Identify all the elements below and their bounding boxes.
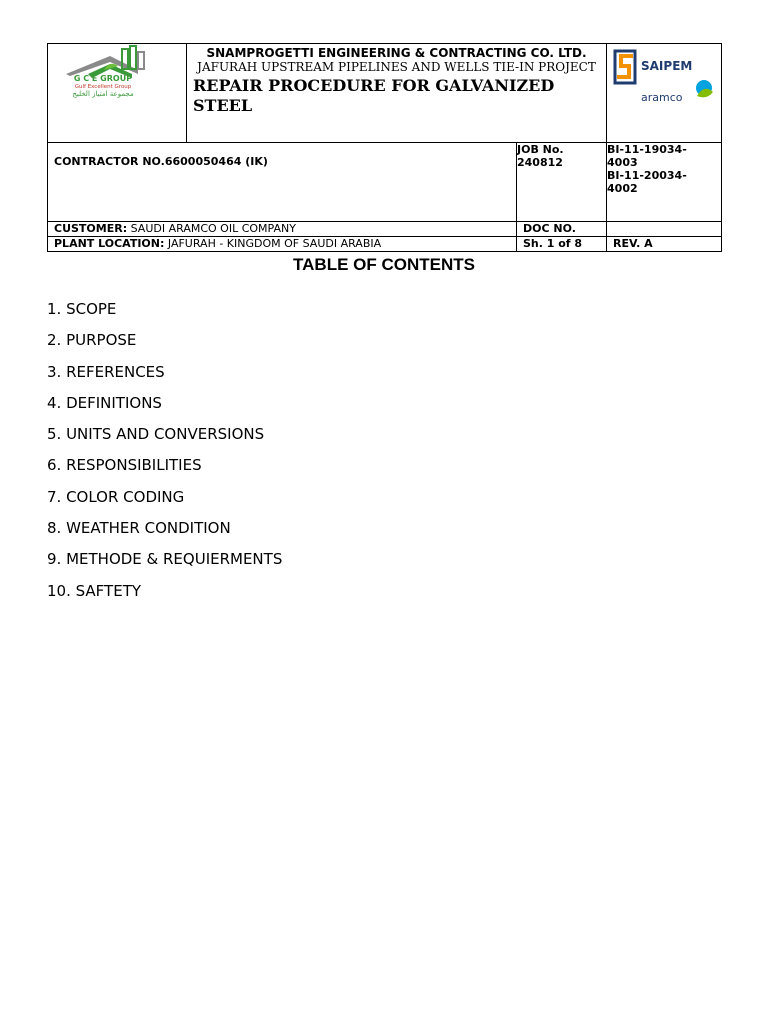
toc-item: 1. SCOPE	[47, 300, 117, 318]
job-no-label: JOB No.	[517, 143, 564, 156]
contractor-no: CONTRACTOR NO.6600050464 (IK)	[48, 143, 517, 222]
toc-item: 5. UNITS AND CONVERSIONS	[47, 425, 265, 444]
toc-item: 2. PURPOSE	[47, 331, 137, 350]
toc-item: 3. REFERENCES	[47, 362, 165, 381]
document-header-table	[47, 43, 722, 252]
aramco-wordmark: aramco	[641, 91, 683, 104]
plant-location-value: JAFURAH - KINGDOM OF SAUDI ARABIA	[167, 237, 382, 250]
gce-group-logo	[48, 44, 187, 142]
bi-number-2a: BI-11-20034-	[607, 169, 687, 182]
bi-number-1a: BI-11-19034-	[607, 143, 687, 156]
toc-item: 7. COLOR CODING	[47, 487, 185, 506]
title-cell	[187, 44, 607, 143]
job-no-cell	[517, 143, 607, 222]
client-logos-cell	[607, 44, 722, 143]
toc-item: 4. DEFINITIONS	[47, 393, 162, 412]
bi-number-1b: 4003	[607, 156, 638, 169]
gce-logo-name: G C E GROUP	[73, 74, 133, 83]
customer-cell	[48, 222, 517, 237]
toc-item: 9. METHODE & REQUIERMENTS	[47, 550, 283, 569]
toc-item: 8. WEATHER CONDITION	[47, 519, 231, 538]
bi-number-cell	[607, 143, 722, 222]
bi-number-2b: 4002	[607, 182, 638, 195]
toc-item: 6. RESPONSIBILITIES	[47, 456, 202, 475]
job-no-value: 240812	[517, 156, 563, 169]
toc-item: 10. SAFTETY	[47, 581, 142, 600]
project-name: JAFURAH UPSTREAM PIPELINES AND WELLS TIE-IN PROJECT	[197, 60, 596, 74]
doc-no-label: DOC NO.	[517, 222, 607, 237]
saipem-icon	[615, 51, 635, 83]
toc-list	[47, 298, 282, 611]
customer-value: SAUDI ARAMCO OIL COMPANY	[130, 222, 296, 235]
saipem-wordmark: SAIPEM	[641, 59, 693, 73]
document-title: REPAIR PROCEDURE FOR GALVANIZED STEEL	[193, 76, 555, 115]
plant-location-label: PLANT LOCATION:	[54, 237, 165, 250]
customer-label: CUSTOMER:	[54, 222, 128, 235]
doc-no-value	[607, 222, 722, 237]
gce-logo-cell	[48, 44, 187, 143]
company-name: SNAMPROGETTI ENGINEERING & CONTRACTING CO. LTD.	[206, 46, 587, 60]
aramco-star-icon	[696, 80, 713, 97]
sheet-number: Sh. 1 of 8	[517, 237, 607, 252]
gce-logo-arabic: مجموعة امتياز الخليج	[72, 90, 134, 98]
gce-logo-subtitle: Gulf Excellent Group	[74, 84, 132, 90]
revision: REV. A	[607, 237, 722, 252]
saipem-aramco-logos	[607, 44, 722, 142]
plant-location-cell	[48, 237, 517, 252]
toc-title: TABLE OF CONTENTS	[293, 255, 475, 274]
